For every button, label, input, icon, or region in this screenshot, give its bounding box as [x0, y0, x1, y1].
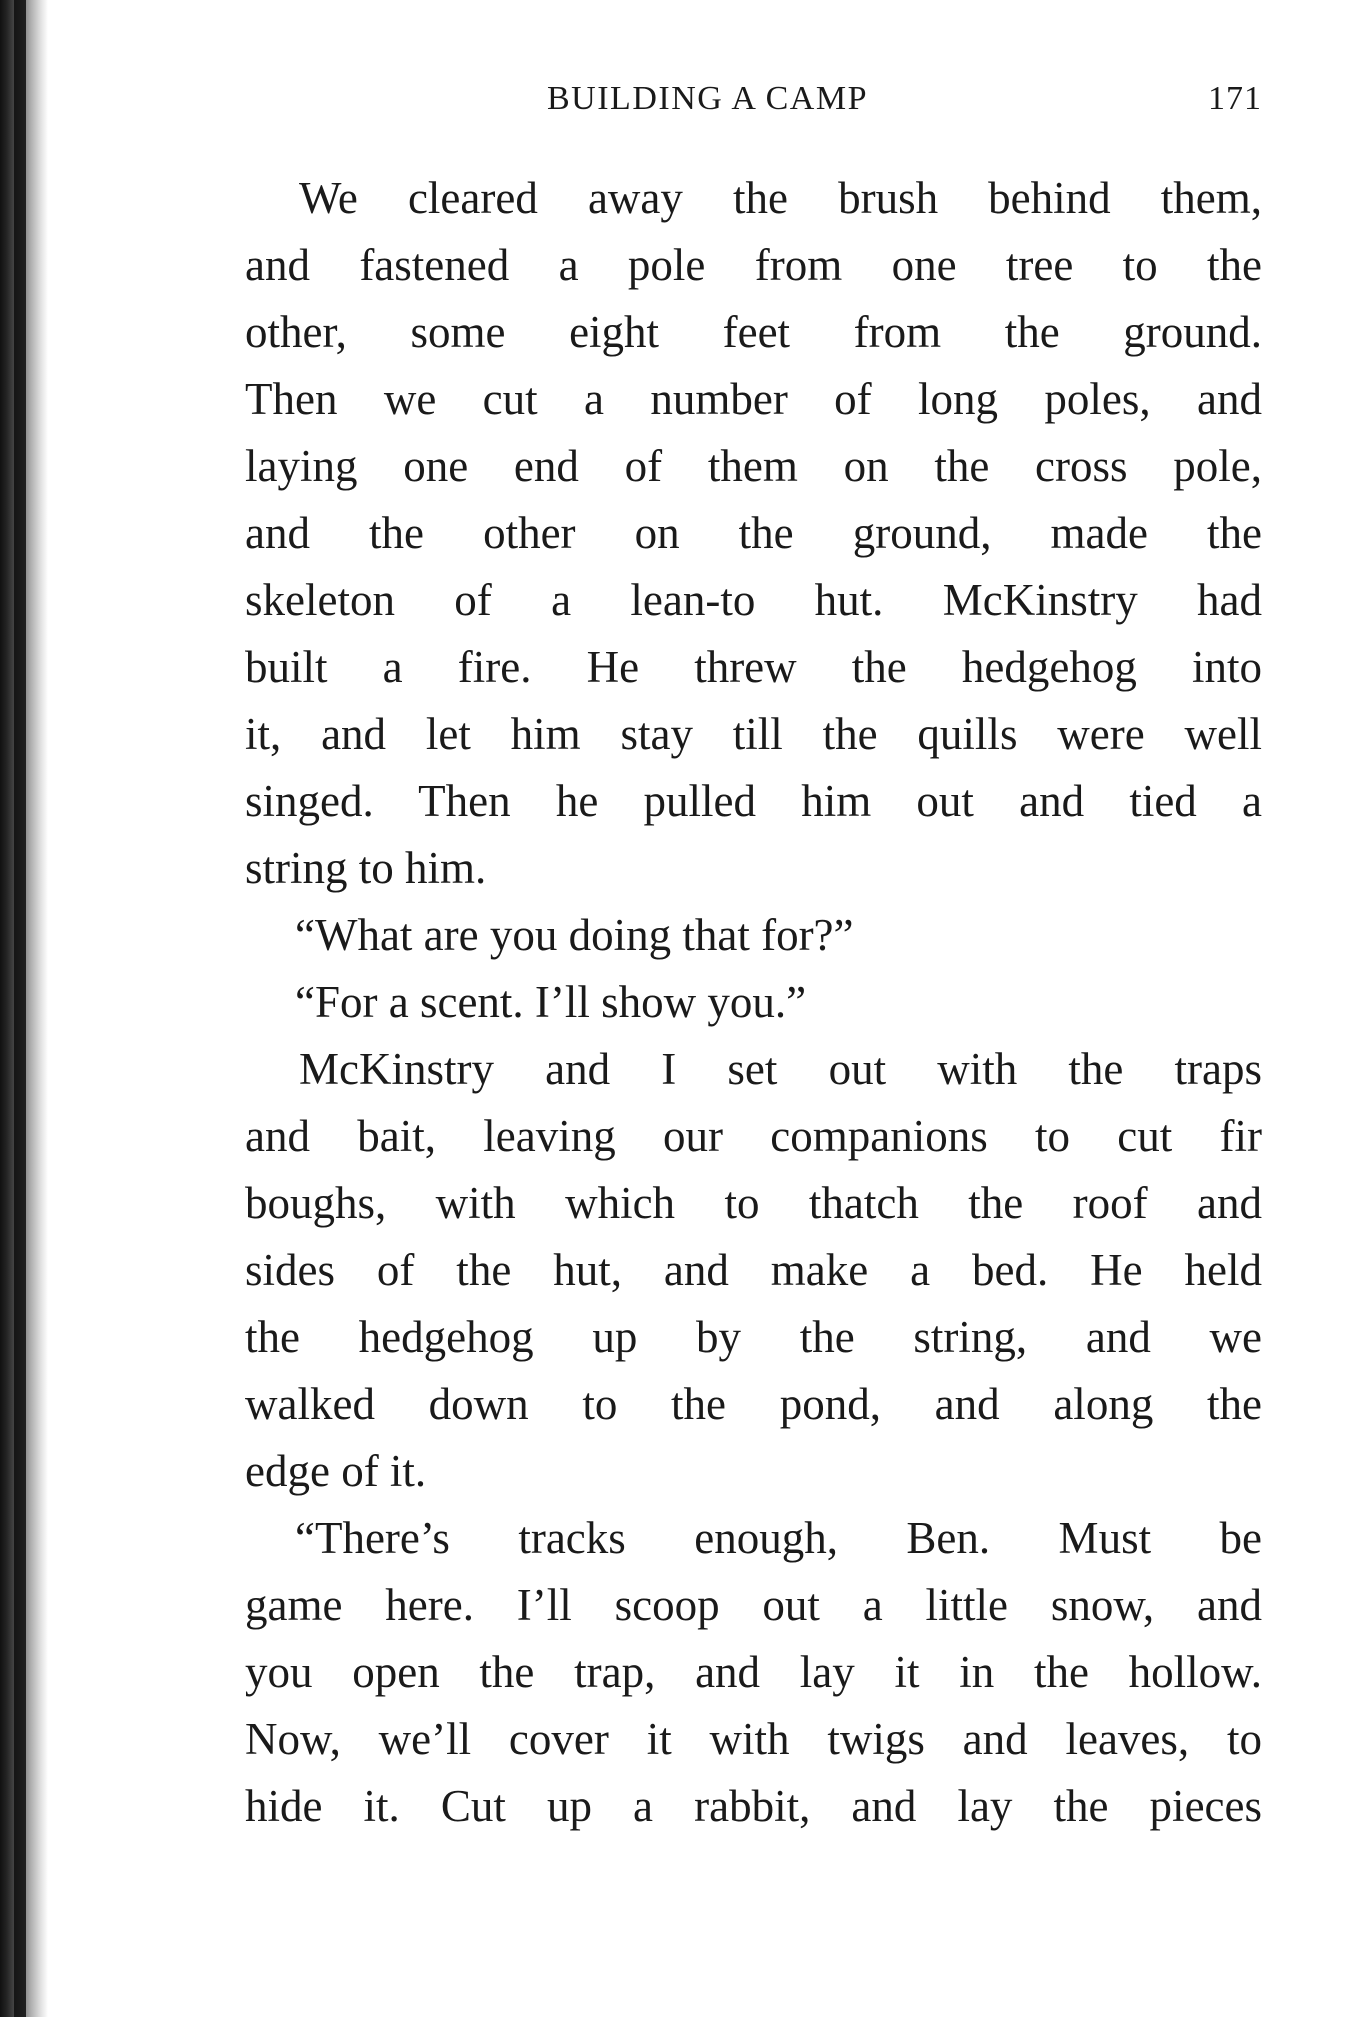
text-line: and the other on the ground, made the — [245, 508, 1262, 558]
text-line: Now, we’ll cover it with twigs and leaves, to — [245, 1714, 1262, 1764]
page-number: 171 — [1208, 80, 1262, 117]
running-head-title: BUILDING A CAMP — [547, 80, 868, 117]
text-line: it, and let him stay till the quills were well — [245, 709, 1262, 759]
text-line: McKinstry and I set out with the traps — [299, 1044, 1262, 1094]
running-head — [0, 74, 1361, 124]
text-line: walked down to the pond, and along the — [245, 1379, 1262, 1429]
text-line: skeleton of a lean-to hut. McKinstry had — [245, 575, 1262, 625]
text-line: “For a scent. I’ll show you.” — [295, 977, 807, 1027]
body-text — [245, 165, 1262, 1840]
text-line: and fastened a pole from one tree to the — [245, 240, 1262, 290]
text-line: boughs, with which to thatch the roof and — [245, 1178, 1262, 1228]
text-line: Then we cut a number of long poles, and — [245, 374, 1262, 424]
text-line: sides of the hut, and make a bed. He held — [245, 1245, 1262, 1295]
page-binding-edge — [14, 0, 26, 2017]
text-line: edge of it. — [245, 1446, 427, 1496]
text-line: laying one end of them on the cross pole, — [245, 441, 1262, 491]
text-line: and bait, leaving our companions to cut fir — [245, 1111, 1262, 1161]
text-line: We cleared away the brush behind them, — [299, 173, 1262, 223]
text-line: “What are you doing that for?” — [295, 910, 854, 960]
text-line: hide it. Cut up a rabbit, and lay the pieces — [245, 1781, 1262, 1831]
text-line: string to him. — [245, 843, 487, 893]
text-line: built a fire. He threw the hedgehog into — [245, 642, 1262, 692]
text-line: other, some eight feet from the ground. — [245, 307, 1262, 357]
text-line: the hedgehog up by the string, and we — [245, 1312, 1262, 1362]
text-line: “There’s tracks enough, Ben. Must be — [295, 1513, 1262, 1563]
text-line: game here. I’ll scoop out a little snow, and — [245, 1580, 1262, 1630]
text-line: you open the trap, and lay it in the hollow. — [245, 1647, 1262, 1697]
text-line: singed. Then he pulled him out and tied a — [245, 776, 1262, 826]
